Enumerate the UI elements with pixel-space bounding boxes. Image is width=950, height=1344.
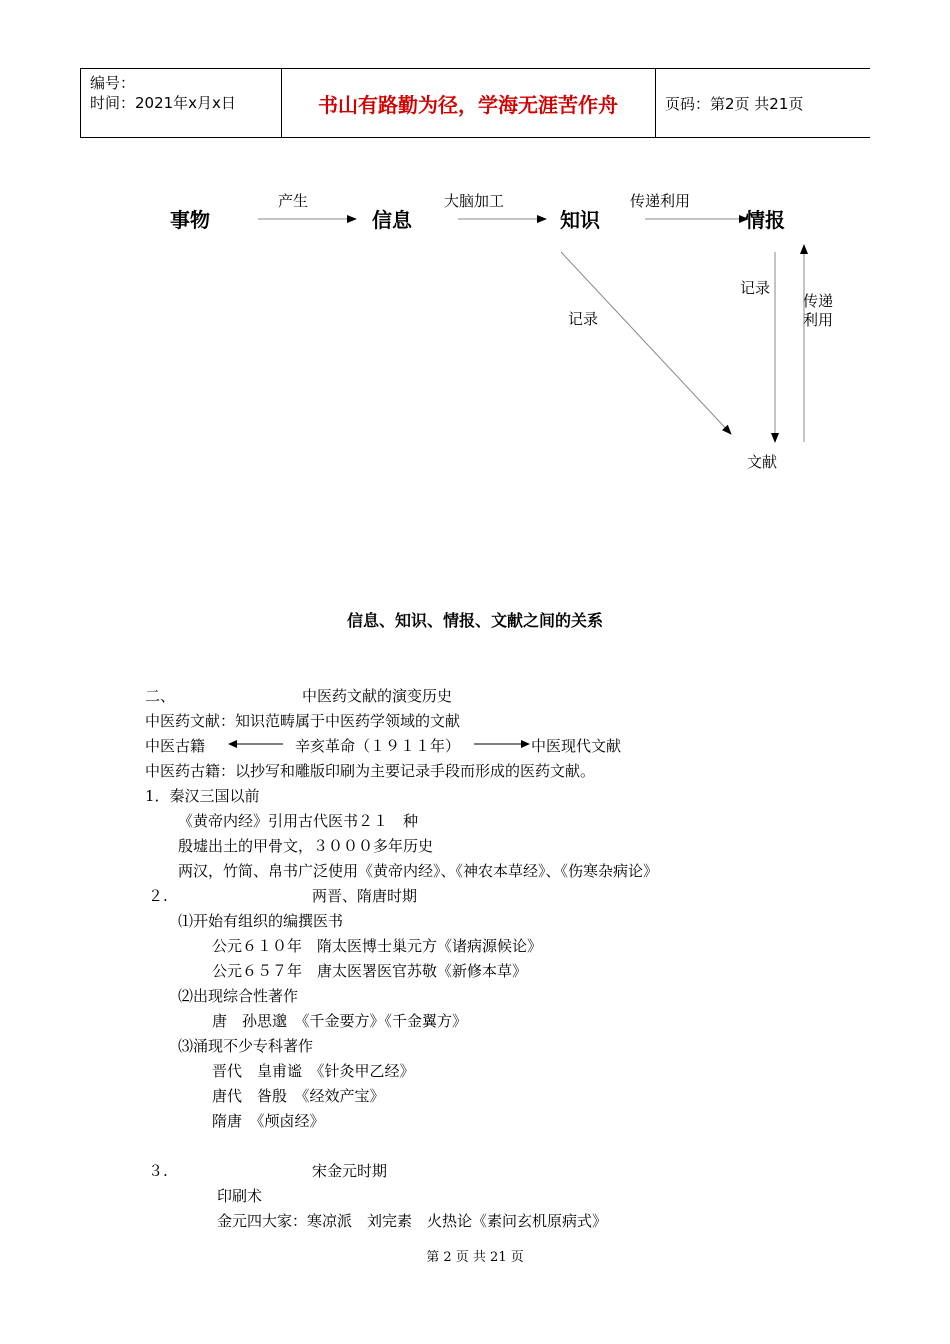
node-intelligence: 情报 bbox=[745, 208, 785, 232]
text-definition: 中医药文献：知识范畴属于中医药学领域的文献 bbox=[145, 712, 461, 730]
text-p1b: 殷墟出土的甲骨文，３０００多年历史 bbox=[178, 837, 434, 855]
arrow-left bbox=[228, 735, 288, 755]
edge-label-record-right: 记录 bbox=[740, 279, 771, 297]
node-literature: 文献 bbox=[747, 453, 778, 471]
header-motto: 书山有路勤为径，学海无涯苦作舟 bbox=[318, 93, 618, 117]
text-p3b: 金元四大家：寒凉派 刘完素 火热论《素问玄机原病式》 bbox=[217, 1212, 608, 1230]
node-things: 事物 bbox=[170, 208, 210, 232]
text-revolution: 辛亥革命（１９１１年） bbox=[295, 737, 461, 755]
text-p2-3c: 隋唐 《颅卤经》 bbox=[212, 1112, 325, 1130]
header-number: 编号： bbox=[90, 74, 136, 92]
section-number: 二、 bbox=[145, 687, 176, 705]
text-p2-3a: 晋代 皇甫谧 《针灸甲乙经》 bbox=[212, 1062, 415, 1080]
node-knowledge: 知识 bbox=[560, 208, 600, 232]
node-information: 信息 bbox=[372, 208, 412, 232]
header-time: 时间：2021年x月x日 bbox=[90, 94, 236, 112]
text-ancient-books: 中医古籍 bbox=[145, 737, 206, 755]
edge-label-transfer-use: 传递利用 bbox=[630, 192, 691, 210]
heading-period-3-number: ３. bbox=[148, 1162, 168, 1180]
text-ancient-definition: 中医药古籍：以抄写和雕版印刷为主要记录手段而形成的医药文献。 bbox=[145, 762, 596, 780]
heading-period-2-title: 两晋、隋唐时期 bbox=[312, 887, 418, 905]
text-p2-1b: 公元６５７年 唐太医署医官苏敬《新修本草》 bbox=[212, 962, 528, 980]
page-footer: 第 2 页 共 21 页 bbox=[426, 1250, 524, 1265]
edge-label-produce: 产生 bbox=[278, 192, 309, 210]
heading-period-1: 1．秦汉三国以前 bbox=[145, 787, 260, 805]
text-p2-2: ⑵出现综合性著作 bbox=[178, 987, 299, 1005]
heading-period-2-number: ２. bbox=[148, 887, 168, 905]
text-p2-3b: 唐代 昝殷 《经效产宝》 bbox=[212, 1087, 385, 1105]
arrow-record-diagonal bbox=[561, 252, 731, 434]
edge-label-record-left: 记录 bbox=[568, 310, 599, 328]
heading-period-3-title: 宋金元时期 bbox=[312, 1162, 388, 1180]
text-p2-1: ⑴开始有组织的编撰医书 bbox=[178, 912, 344, 930]
edge-label-transfer: 传递 bbox=[803, 292, 834, 310]
edge-label-use: 利用 bbox=[803, 311, 834, 329]
edge-label-brain-process: 大脑加工 bbox=[444, 192, 505, 210]
header-page-info: 页码：第2页 共21页 bbox=[665, 95, 804, 113]
text-p3a: 印刷术 bbox=[217, 1187, 263, 1205]
relationship-diagram bbox=[0, 0, 950, 520]
diagram-caption: 信息、知识、情报、文献之间的关系 bbox=[346, 611, 603, 630]
text-p1a: 《黄帝内经》引用古代医书２１ 种 bbox=[178, 812, 419, 830]
text-p2-3: ⑶涌现不少专科著作 bbox=[178, 1037, 314, 1055]
section-title: 中医药文献的演变历史 bbox=[302, 687, 453, 705]
text-modern-literature: 中医现代文献 bbox=[531, 737, 622, 755]
text-p2-1a: 公元６１０年 隋太医博士巢元方《诸病源候论》 bbox=[212, 937, 543, 955]
arrow-right bbox=[474, 735, 532, 755]
text-p1c: 两汉，竹简、帛书广泛使用《黄帝内经》、《神农本草经》、《伤寒杂病论》 bbox=[178, 862, 659, 880]
text-p2-2a: 唐 孙思邈 《千金要方》《千金翼方》 bbox=[212, 1012, 468, 1030]
